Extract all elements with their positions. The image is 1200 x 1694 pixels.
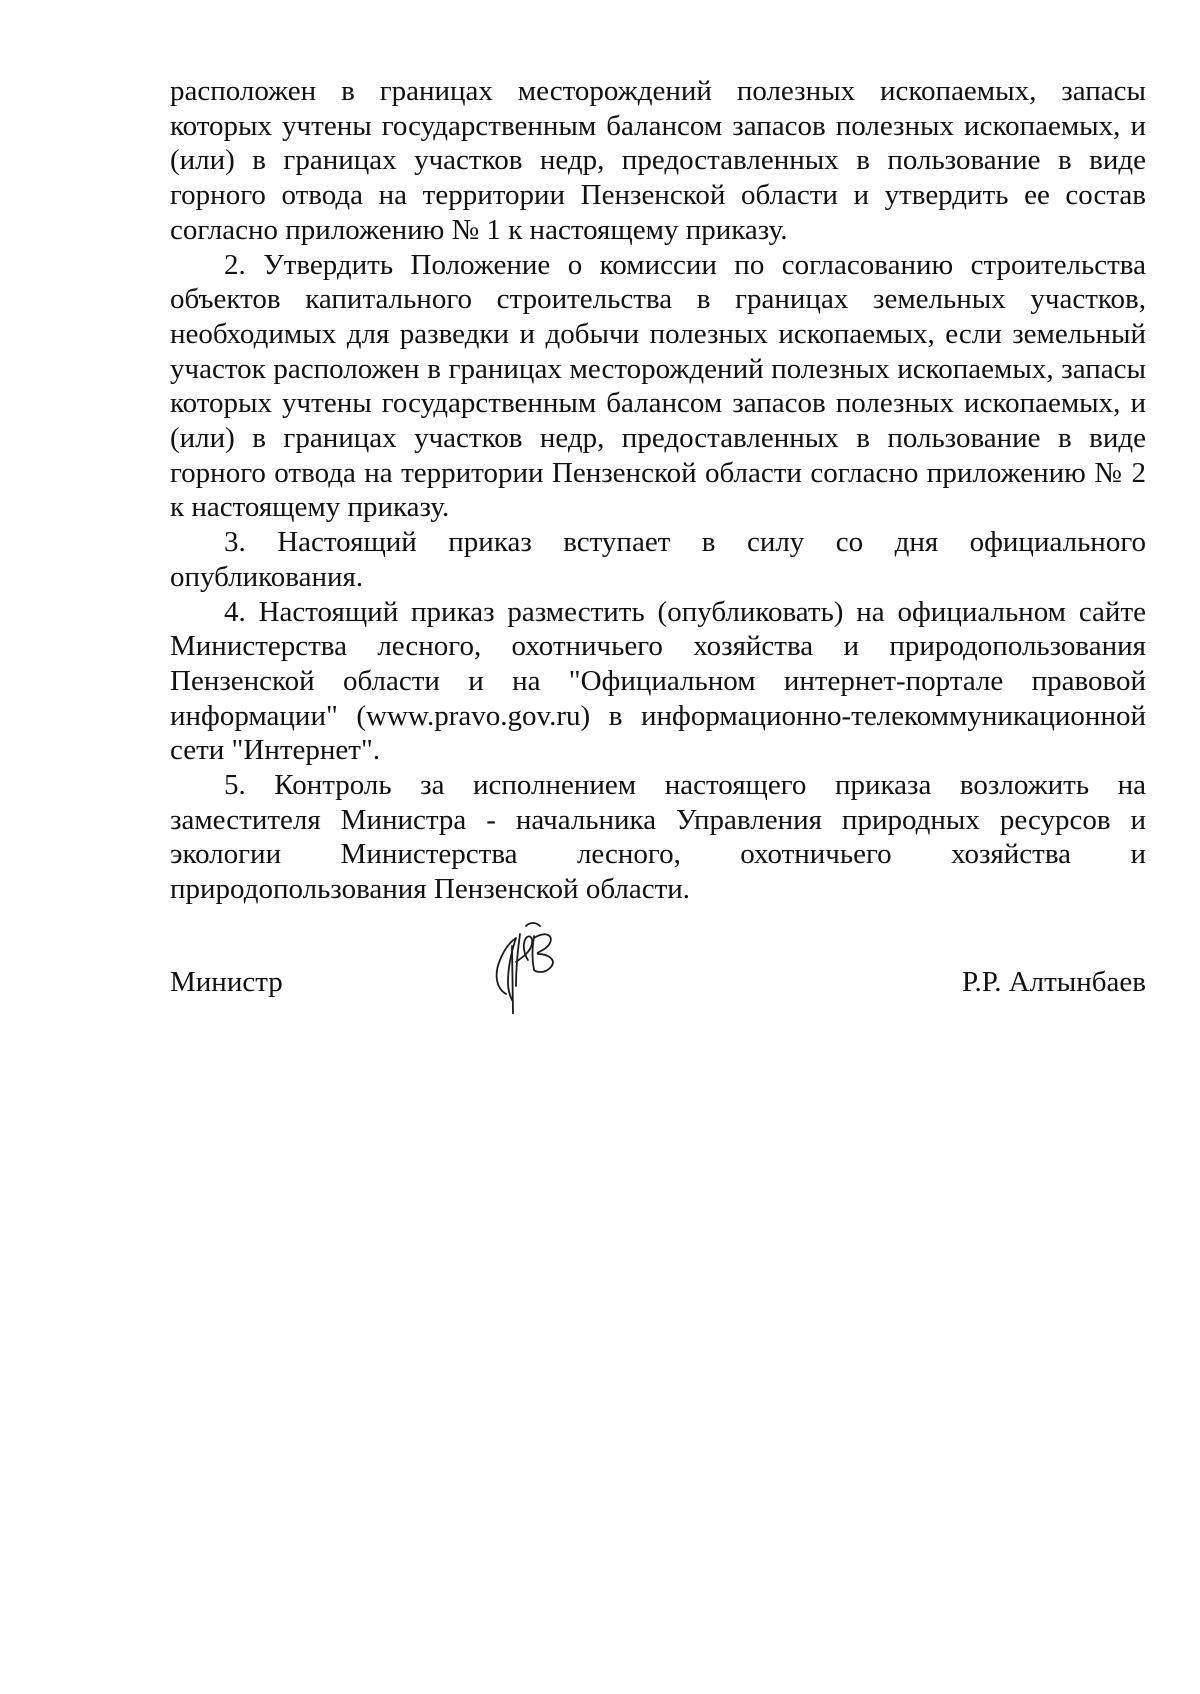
paragraph-4: 4. Настоящий приказ разместить (опубликовать) на официальном сайте Министерства лесного, охотничьего хозяйства и природопользования Пензенской области и на "Официальном интернет-портале правовой информации" (www.pravo.gov.ru) в информационно-телекоммуникационной сети "Интернет". [170, 595, 1146, 767]
signer-title: Министр [170, 966, 283, 998]
document-body [170, 74, 1146, 907]
paragraph-3: 3. Настоящий приказ вступает в силу со дня официального опубликования. [170, 526, 1146, 593]
paragraph-5: 5. Контроль за исполнением настоящего приказа возложить на заместителя Министра - начальника Управления природных ресурсов и экологии Министерства лесного, охотничьего хозяйства и природопользования Пензенской области. [170, 769, 1146, 906]
paragraph-2: 2. Утвердить Положение о комиссии по согласованию строительства объектов капитального строительства в границах земельных участков, необходимых для разведки и добычи полезных ископаемых, если земельный участок расположен в границах месторождений полезных ископаемых, запасы которых учтены государственным балансом запасов полезных ископаемых, и (или) в границах участков недр, предоставленных в пользование в виде горного отвода на территории Пензенской области согласно приложению № 2 к настоящему приказу. [170, 248, 1146, 524]
signer-name: Р.Р. Алтынбаев [961, 966, 1146, 998]
paragraph-1-continuation: расположен в границах месторождений полезных ископаемых, запасы которых учтены государственным балансом запасов полезных ископаемых, и (или) в границах участков недр, предоставленных в пользование в виде горного отвода на территории Пензенской области и утвердить ее состав согласно приложению № 1 к настоящему приказу. [170, 75, 1146, 246]
signature-block [170, 966, 1146, 1006]
handwritten-signature-icon [486, 916, 566, 1014]
